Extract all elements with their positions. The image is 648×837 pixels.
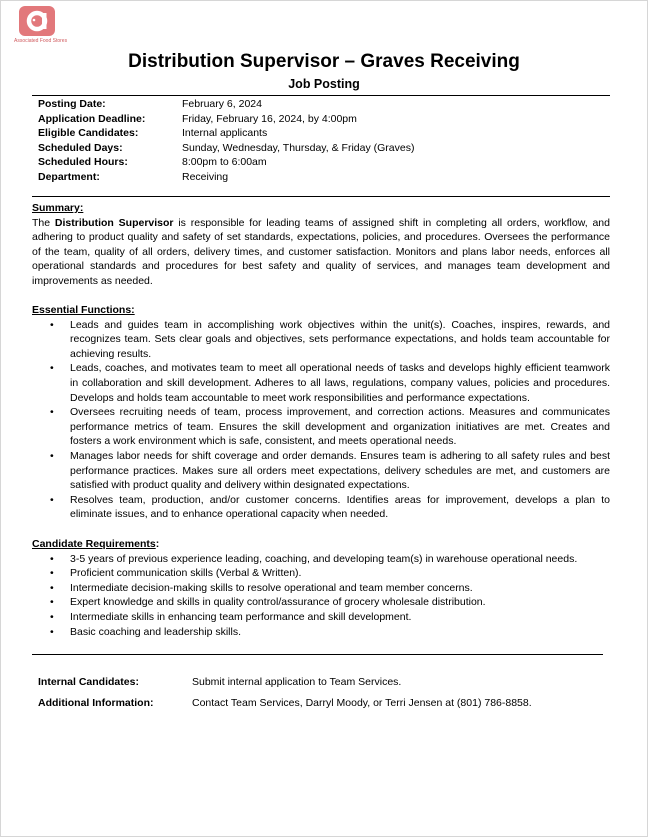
info-row-posting-date — [38, 97, 598, 112]
footer-row-additional-information — [38, 696, 598, 711]
list-item: • Manages labor needs for shift coverage and order demands. Ensures team is adhering to all safety rules and best performance practices. Makes sure all orders meet expectations, delivery schedules are met, and customers are satisfied with product quality and delivery within designated expectations. — [32, 449, 610, 493]
candidate-requirements-heading-line — [32, 537, 610, 552]
page-subtitle: Job Posting — [288, 77, 360, 91]
divider-top — [32, 95, 610, 96]
footer-value: Contact Team Services, Darryl Moody, or Terri Jensen at (801) 786-8858. — [192, 696, 532, 709]
summary-section — [32, 201, 610, 289]
info-row-department — [38, 170, 598, 185]
application-info — [38, 675, 598, 716]
info-value: Sunday, Wednesday, Thursday, & Friday (Graves) — [182, 141, 415, 154]
summary-role: Distribution Supervisor — [54, 216, 174, 229]
info-value: February 6, 2024 — [182, 98, 262, 110]
info-row-scheduled-days — [38, 141, 598, 156]
posting-details — [38, 97, 598, 185]
essential-functions-section — [32, 303, 610, 522]
logo-mark — [19, 6, 55, 36]
info-row-scheduled-hours — [38, 155, 598, 170]
info-row-eligible-candidates — [38, 126, 598, 141]
essential-functions-list — [32, 318, 610, 522]
logo-a-icon — [19, 6, 55, 36]
info-label: Eligible Candidates: — [38, 127, 139, 140]
list-item: • Leads and guides team in accomplishing work objectives within the unit(s). Coaches, inspires, rewards, and recognizes team. Sets clear goals and objectives, sets performance expectations, and holds team accountable for achieving results. — [32, 318, 610, 362]
summary-intro: The — [32, 216, 55, 229]
info-value: Receiving — [182, 170, 229, 183]
list-item: • Intermediate skills in enhancing team performance and skill development. — [32, 610, 610, 625]
essential-functions-heading: Essential Functions: — [32, 304, 135, 316]
info-value: Friday, February 16, 2024, by 4:00pm — [182, 112, 357, 125]
info-label: Scheduled Days: — [38, 141, 123, 154]
info-value: 8:00pm to 6:00am — [182, 156, 267, 169]
candidate-requirements-heading: Candidate Requirements — [32, 538, 156, 550]
list-item: • Resolves team, production, and/or customer concerns. Identifies areas for improvement, develops a plan to eliminate issues, and to enhance operational capacity when needed. — [32, 493, 610, 522]
page-title: Distribution Supervisor – Graves Receiving — [128, 51, 520, 72]
summary-text — [32, 216, 610, 289]
candidate-requirements-list — [32, 552, 610, 640]
list-item: • Expert knowledge and skills in quality control/assurance of grocery wholesale distribution. — [32, 595, 610, 610]
list-item: • Basic coaching and leadership skills. — [32, 625, 610, 640]
logo-tagline: Associated Food Stores — [14, 38, 68, 44]
list-item: • Proficient communication skills (Verbal & Written). — [32, 566, 610, 581]
footer-label: Additional Information: — [38, 696, 154, 709]
info-label: Department: — [38, 170, 100, 183]
summary-body: is responsible for leading teams of assigned shift in completing all orders, workflow, and adhering to product quality and safety of set standards, expectations, policies, and procedures. Oversees the performance of the team, quality of all orders, delivery times, and customer satisfaction. Monitors and plans labor needs, enforces all operational standards and procedures for best safety and quality of services, and manages team development and improvements as needed. — [32, 216, 610, 287]
info-label: Scheduled Hours: — [38, 156, 128, 169]
candidate-requirements-section — [32, 537, 610, 639]
info-row-application-deadline — [38, 112, 598, 127]
summary-heading: Summary: — [32, 202, 84, 214]
footer-value: Submit internal application to Team Services. — [192, 676, 402, 688]
footer-row-internal-candidates — [38, 675, 598, 690]
list-item: • Intermediate decision-making skills to resolve operational and team member concerns. — [32, 581, 610, 596]
company-logo — [14, 6, 67, 44]
list-item: • 3-5 years of previous experience leading, coaching, and developing team(s) in warehouse operational needs. — [32, 552, 610, 567]
divider-footer — [32, 654, 603, 655]
candidate-heading-colon: : — [155, 538, 160, 550]
footer-label: Internal Candidates: — [38, 676, 139, 688]
divider-info — [32, 196, 610, 197]
list-item: • Leads, coaches, and motivates team to meet all operational needs of tasks and develops highly efficient teamwork in collaboration and skill development. Adheres to all laws, regulations, company values, policies and procedures. Develops and holds team accountable to meet work responsibilities and performance expectations. — [32, 361, 610, 405]
list-item: • Oversees recruiting needs of team, process improvement, and correction actions. Measures and communicates performance metrics of team. Ensures the skill development and organization initiatives are met. Creates and fosters a work environment which is safe, consistent, and meets operational needs. — [32, 405, 610, 449]
info-label: Application Deadline: — [38, 112, 146, 125]
info-label: Posting Date: — [38, 98, 106, 110]
info-value: Internal applicants — [182, 127, 268, 140]
